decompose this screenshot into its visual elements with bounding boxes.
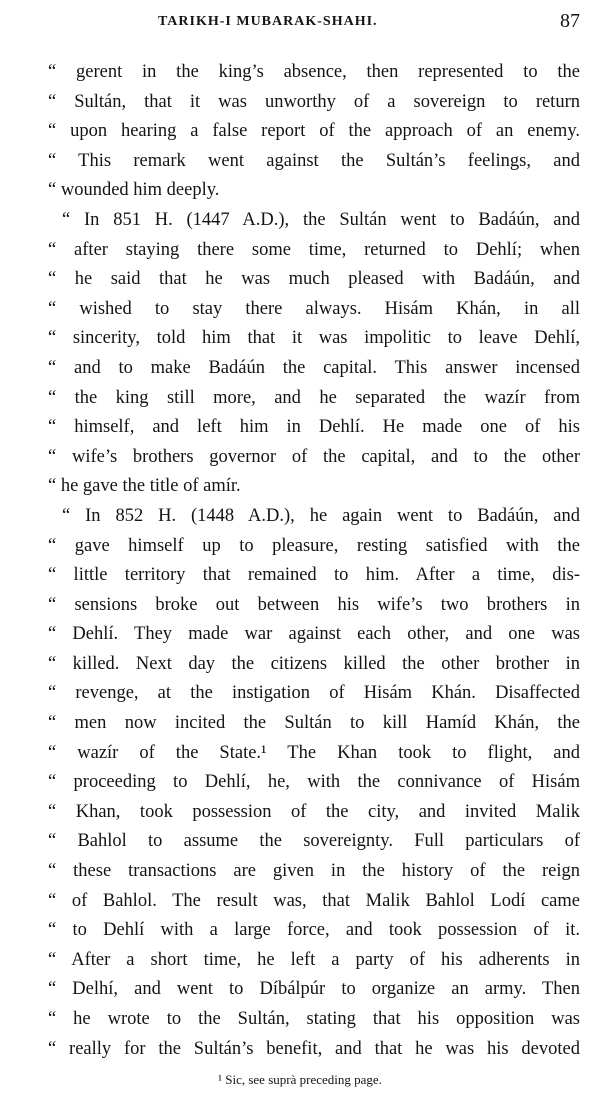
body-text xyxy=(48,58,580,1064)
text-line: “ Delhí, and went to Díbálpúr to organize an army. Then xyxy=(48,979,580,1000)
text-line: “ killed. Next day the citizens killed the other brother in xyxy=(48,653,580,674)
text-line: “ after staying there some time, returned to Dehlí; when xyxy=(48,239,580,260)
text-line: “ these transactions are given in the history of the reign xyxy=(48,861,580,882)
text-line: “ wife’s brothers governor of the capital, and to the other xyxy=(48,446,580,467)
text-line: “ upon hearing a false report of the approach of an enemy. xyxy=(48,121,580,142)
text-line: “ wounded him deeply. xyxy=(48,180,220,201)
text-line: “ he said that he was much pleased with Badáún, and xyxy=(48,269,580,290)
text-line: “ he wrote to the Sultán, stating that his opposition was xyxy=(48,1009,580,1029)
text-line: “ he gave the title of amír. xyxy=(48,476,241,497)
text-line: “ to Dehlí with a large force, and took possession of it. xyxy=(48,920,580,941)
text-line: “ sensions broke out between his wife’s two brothers in xyxy=(48,594,580,615)
text-line: “ Khan, took possession of the city, and invited Malik xyxy=(48,801,580,822)
text-line: “ himself, and left him in Dehlí. He made one of his xyxy=(48,417,580,438)
text-line: “ proceeding to Dehlí, he, with the connivance of Hisám xyxy=(48,772,580,793)
text-line: “ men now incited the Sultán to kill Hamíd Khán, the xyxy=(48,713,580,734)
footnote-rule xyxy=(48,1056,580,1057)
text-line: “ wazír of the State.¹ The Khan took to flight, and xyxy=(48,742,580,763)
text-line: “ of Bahlol. The result was, that Malik Bahlol Lodí came xyxy=(48,890,580,911)
text-line: “ really for the Sultán’s benefit, and that he was his devoted xyxy=(48,1038,580,1059)
text-line: “ sincerity, told him that it was impolitic to leave Dehlí, xyxy=(48,328,580,349)
text-line: “ In 851 H. (1447 A.D.), the Sultán went to Badáún, and xyxy=(62,209,580,230)
text-line: “ wished to stay there always. Hisám Khán, in all xyxy=(48,298,580,319)
text-line: “ the king still more, and he separated the wazír from xyxy=(48,387,580,408)
text-line: “ In 852 H. (1448 A.D.), he again went to Badáún, and xyxy=(62,505,580,526)
text-line: “ little territory that remained to him. After a time, dis- xyxy=(48,565,580,586)
page-header xyxy=(50,10,580,44)
text-line: “ gave himself up to pleasure, resting satisfied with the xyxy=(48,535,580,556)
text-line: “ This remark went against the Sultán’s feelings, and xyxy=(48,150,580,171)
text-line: “ gerent in the king’s absence, then represented to the xyxy=(48,62,580,82)
text-line: “ After a short time, he left a party of his adherents in xyxy=(48,949,580,970)
text-line: “ Sultán, that it was unworthy of a sovereign to return xyxy=(48,91,580,112)
running-title: TARIKH-I MUBARAK-SHAHI. xyxy=(158,14,378,29)
page-number: 87 xyxy=(560,10,580,32)
text-line: “ Dehlí. They made war against each other, and one was xyxy=(48,624,580,645)
text-line: “ revenge, at the instigation of Hisám Khán. Disaffected xyxy=(48,683,580,704)
text-line: “ and to make Badáún the capital. This answer incensed xyxy=(48,357,580,378)
text-line: “ Bahlol to assume the sovereignty. Full particulars of xyxy=(48,831,580,852)
footnote: ¹ Sic, see suprà preceding page. xyxy=(218,1072,382,1087)
